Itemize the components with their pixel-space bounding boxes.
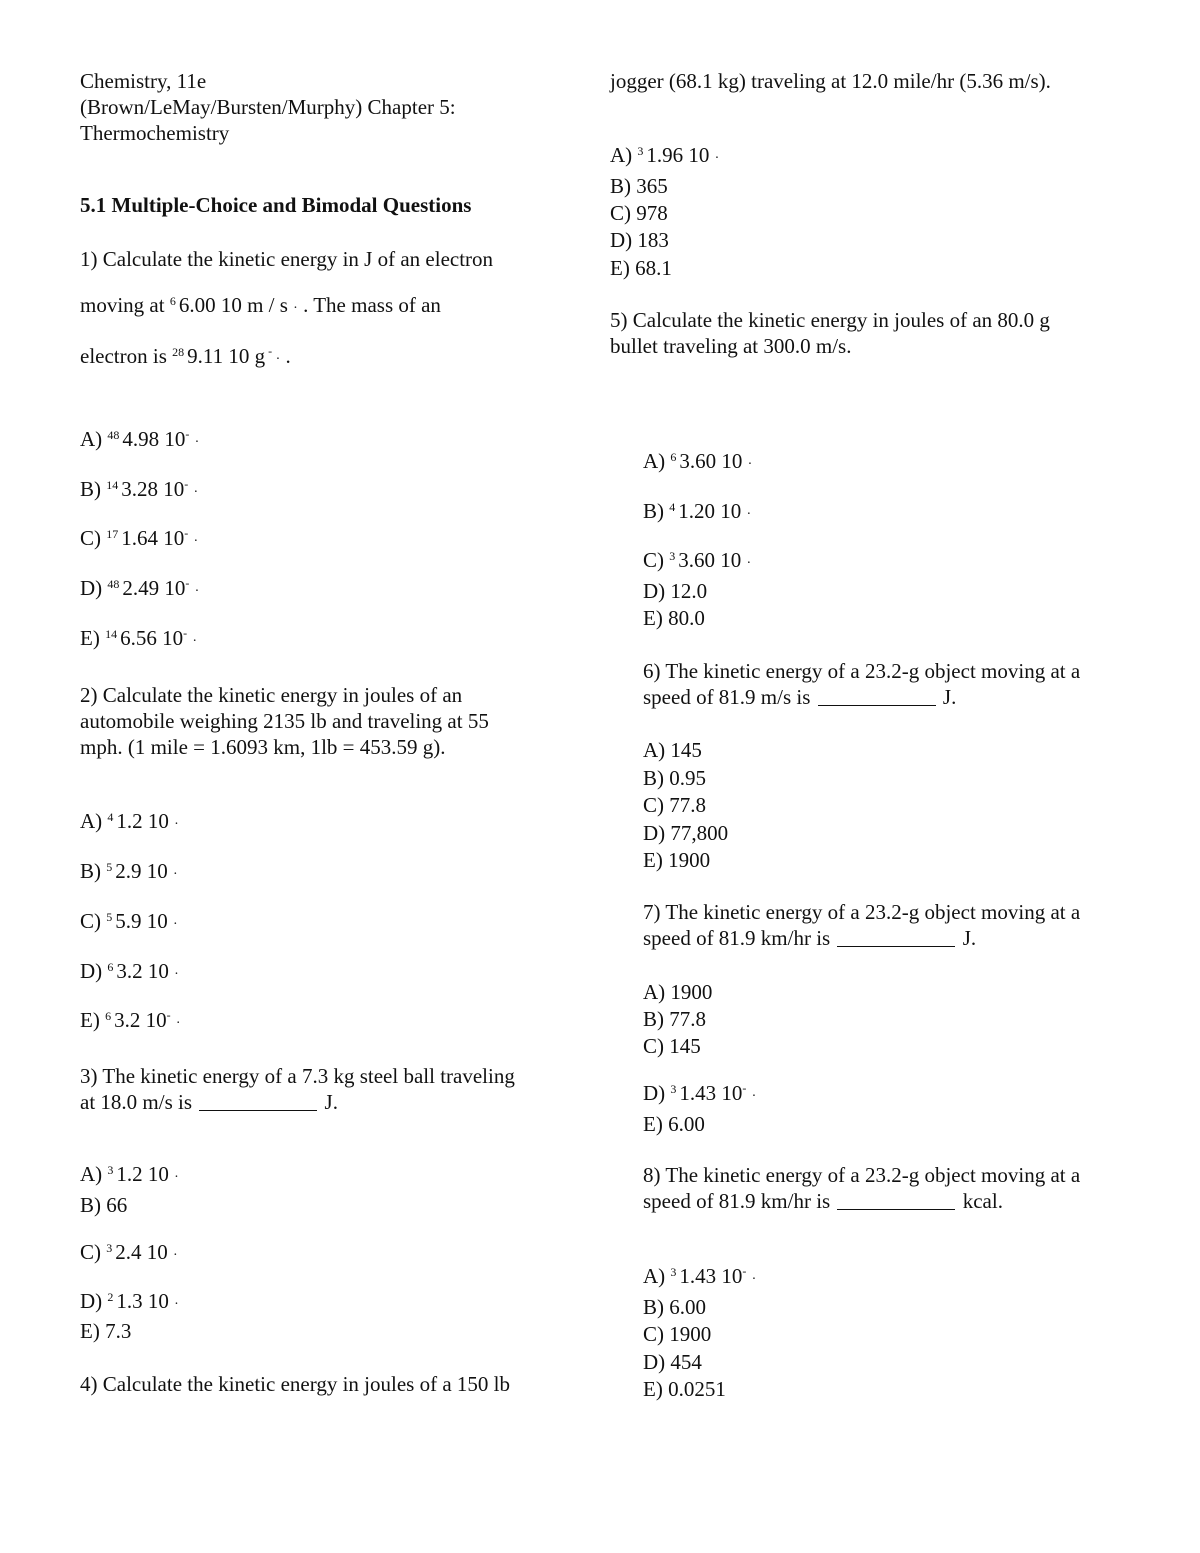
section-heading: 5.1 Multiple-Choice and Bimodal Questions [80, 193, 472, 217]
question-2-choice-d[interactable]: D) $^6$ 3.2 10 · [80, 959, 179, 983]
question-1-line-2: moving at $^6$ 6.00 10 m / s · . The mass of an [80, 293, 441, 317]
question-8-choice-c[interactable]: C) 1900 [643, 1322, 712, 1346]
question-1-choice-e[interactable]: E) $^{14}$ 6.56 10- · [80, 626, 197, 650]
question-5-line-1: 5) Calculate the kinetic energy in joules of an 80.0 g [610, 308, 1050, 332]
doc-header-line-1: Chemistry, 11e [80, 69, 207, 93]
question-6-choice-a[interactable]: A) 145 [643, 738, 702, 762]
question-6-choice-d[interactable]: D) 77,800 [643, 821, 729, 845]
question-2-choice-b[interactable]: B) $^5$ 2.9 10 · [80, 859, 178, 883]
question-4-choice-e[interactable]: E) 68.1 [610, 256, 672, 280]
question-3-line-2: at 18.0 m/s is J. [80, 1090, 338, 1114]
question-1-choice-a[interactable]: A) $^{48}$ 4.98 10- · [80, 427, 200, 451]
question-4-line-1: 4) Calculate the kinetic energy in joules of a 150 lb [80, 1372, 510, 1396]
question-4-choice-a[interactable]: A) $^3$ 1.96 10 · [610, 143, 720, 167]
question-8-choice-e[interactable]: E) 0.0251 [643, 1377, 726, 1401]
question-5-choice-e[interactable]: E) 80.0 [643, 606, 705, 630]
question-8-line-1: 8) The kinetic energy of a 23.2-g object moving at a [643, 1163, 1081, 1187]
answer-blank [837, 928, 955, 947]
question-2-choice-c[interactable]: C) $^5$ 5.9 10 · [80, 909, 178, 933]
question-8-choice-d[interactable]: D) 454 [643, 1350, 702, 1374]
question-2-line-3: mph. (1 mile = 1.6093 km, 1lb = 453.59 g). [80, 735, 446, 759]
question-2-line-1: 2) Calculate the kinetic energy in joules of an [80, 683, 463, 707]
question-8-line-2: speed of 81.9 km/hr is kcal. [643, 1189, 1003, 1213]
question-7-line-2: speed of 81.9 km/hr is J. [643, 926, 977, 950]
question-5-choice-d[interactable]: D) 12.0 [643, 579, 708, 603]
question-6-choice-c[interactable]: C) 77.8 [643, 793, 706, 817]
question-3-line-1: 3) The kinetic energy of a 7.3 kg steel ball traveling [80, 1064, 515, 1088]
question-4-choice-c[interactable]: C) 978 [610, 201, 668, 225]
question-1-choice-c[interactable]: C) $^{17}$ 1.64 10- · [80, 526, 199, 550]
question-1-line-1: 1) Calculate the kinetic energy in J of an electron [80, 247, 494, 271]
answer-blank [837, 1191, 955, 1210]
question-7-choice-b[interactable]: B) 77.8 [643, 1007, 706, 1031]
answer-blank [818, 687, 936, 706]
question-5-choice-a[interactable]: A) $^6$ 3.60 10 · [643, 449, 753, 473]
question-4-choice-b[interactable]: B) 365 [610, 174, 668, 198]
question-3-choice-d[interactable]: D) $^2$ 1.3 10 · [80, 1289, 179, 1313]
question-8-choice-b[interactable]: B) 6.00 [643, 1295, 706, 1319]
question-6-line-1: 6) The kinetic energy of a 23.2-g object moving at a [643, 659, 1081, 683]
question-3-choice-b[interactable]: B) 66 [80, 1193, 128, 1217]
question-1-choice-d[interactable]: D) $^{48}$ 2.49 10- · [80, 576, 200, 600]
question-7-choice-d[interactable]: D) $^3$ 1.43 10- · [643, 1081, 757, 1105]
question-2-line-2: automobile weighing 2135 lb and traveling at 55 [80, 709, 489, 733]
question-2-choice-e[interactable]: E) $^6$ 3.2 10- · [80, 1008, 181, 1032]
question-4-choice-d[interactable]: D) 183 [610, 228, 669, 252]
doc-header-line-2: (Brown/LeMay/Bursten/Murphy) Chapter 5: [80, 95, 456, 119]
question-5-line-2: bullet traveling at 300.0 m/s. [610, 334, 852, 358]
question-5-choice-c[interactable]: C) $^3$ 3.60 10 · [643, 548, 752, 572]
question-7-line-1: 7) The kinetic energy of a 23.2-g object moving at a [643, 900, 1081, 924]
question-3-choice-c[interactable]: C) $^3$ 2.4 10 · [80, 1240, 178, 1264]
question-7-choice-e[interactable]: E) 6.00 [643, 1112, 705, 1136]
question-2-choice-a[interactable]: A) $^4$ 1.2 10 · [80, 809, 179, 833]
question-7-choice-a[interactable]: A) 1900 [643, 980, 713, 1004]
question-6-choice-e[interactable]: E) 1900 [643, 848, 711, 872]
question-7-choice-c[interactable]: C) 145 [643, 1034, 701, 1058]
question-1-line-3: electron is $^{28}$ 9.11 10 g - · . [80, 344, 291, 368]
question-8-choice-a[interactable]: A) $^3$ 1.43 10- · [643, 1264, 757, 1288]
question-6-line-2: speed of 81.9 m/s is J. [643, 685, 957, 709]
question-1-choice-b[interactable]: B) $^{14}$ 3.28 10- · [80, 477, 199, 501]
question-3-choice-e[interactable]: E) 7.3 [80, 1319, 132, 1343]
question-3-choice-a[interactable]: A) $^3$ 1.2 10 · [80, 1162, 179, 1186]
doc-header-line-3: Thermochemistry [80, 121, 230, 145]
answer-blank [199, 1092, 317, 1111]
question-6-choice-b[interactable]: B) 0.95 [643, 766, 706, 790]
question-5-choice-b[interactable]: B) $^4$ 1.20 10 · [643, 499, 752, 523]
question-4-line-2: jogger (68.1 kg) traveling at 12.0 mile/hr (5.36 m/s). [610, 69, 1051, 93]
